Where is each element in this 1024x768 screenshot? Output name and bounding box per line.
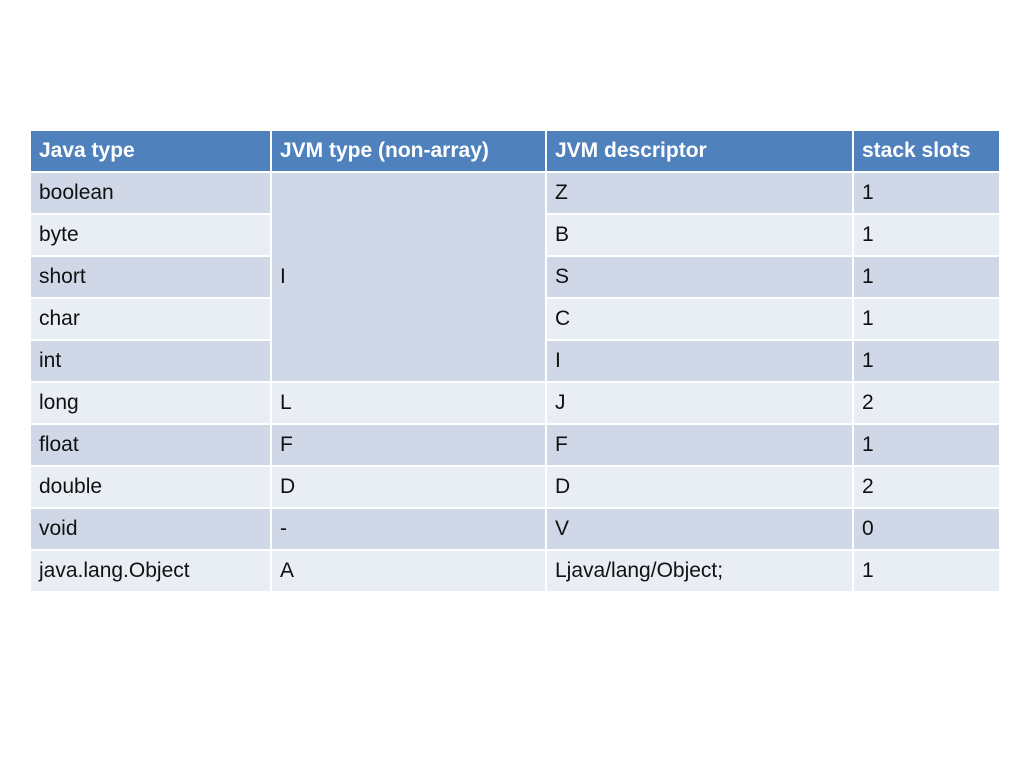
cell-java-type: int bbox=[31, 341, 270, 381]
header-java-type: Java type bbox=[31, 131, 270, 171]
cell-jvm-type-int-group: I bbox=[272, 173, 545, 381]
jvm-type-table bbox=[29, 129, 1001, 593]
table-row bbox=[31, 425, 999, 465]
cell-java-type: float bbox=[31, 425, 270, 465]
cell-slots: 1 bbox=[854, 551, 999, 591]
cell-java-type: byte bbox=[31, 215, 270, 255]
cell-slots: 1 bbox=[854, 425, 999, 465]
cell-java-type: short bbox=[31, 257, 270, 297]
cell-slots: 1 bbox=[854, 257, 999, 297]
cell-descriptor: I bbox=[547, 341, 852, 381]
cell-descriptor: C bbox=[547, 299, 852, 339]
cell-descriptor: J bbox=[547, 383, 852, 423]
cell-jvm-type: F bbox=[272, 425, 545, 465]
cell-jvm-type: A bbox=[272, 551, 545, 591]
cell-descriptor: S bbox=[547, 257, 852, 297]
header-stack-slots: stack slots bbox=[854, 131, 999, 171]
table-row bbox=[31, 173, 999, 213]
cell-slots: 1 bbox=[854, 341, 999, 381]
cell-descriptor: B bbox=[547, 215, 852, 255]
table-row bbox=[31, 383, 999, 423]
header-jvm-descriptor: JVM descriptor bbox=[547, 131, 852, 171]
cell-java-type: void bbox=[31, 509, 270, 549]
cell-descriptor: Z bbox=[547, 173, 852, 213]
cell-slots: 2 bbox=[854, 467, 999, 507]
cell-java-type: double bbox=[31, 467, 270, 507]
cell-slots: 0 bbox=[854, 509, 999, 549]
cell-jvm-type: - bbox=[272, 509, 545, 549]
cell-descriptor: V bbox=[547, 509, 852, 549]
table-row bbox=[31, 551, 999, 591]
cell-slots: 1 bbox=[854, 173, 999, 213]
cell-java-type: java.lang.Object bbox=[31, 551, 270, 591]
table-header-row bbox=[31, 131, 999, 171]
header-jvm-type: JVM type (non-array) bbox=[272, 131, 545, 171]
cell-slots: 2 bbox=[854, 383, 999, 423]
table-row bbox=[31, 509, 999, 549]
cell-java-type: long bbox=[31, 383, 270, 423]
cell-jvm-type: D bbox=[272, 467, 545, 507]
cell-jvm-type: L bbox=[272, 383, 545, 423]
cell-java-type: boolean bbox=[31, 173, 270, 213]
cell-slots: 1 bbox=[854, 299, 999, 339]
cell-descriptor: F bbox=[547, 425, 852, 465]
cell-descriptor: Ljava/lang/Object; bbox=[547, 551, 852, 591]
cell-slots: 1 bbox=[854, 215, 999, 255]
cell-descriptor: D bbox=[547, 467, 852, 507]
cell-java-type: char bbox=[31, 299, 270, 339]
table-row bbox=[31, 467, 999, 507]
